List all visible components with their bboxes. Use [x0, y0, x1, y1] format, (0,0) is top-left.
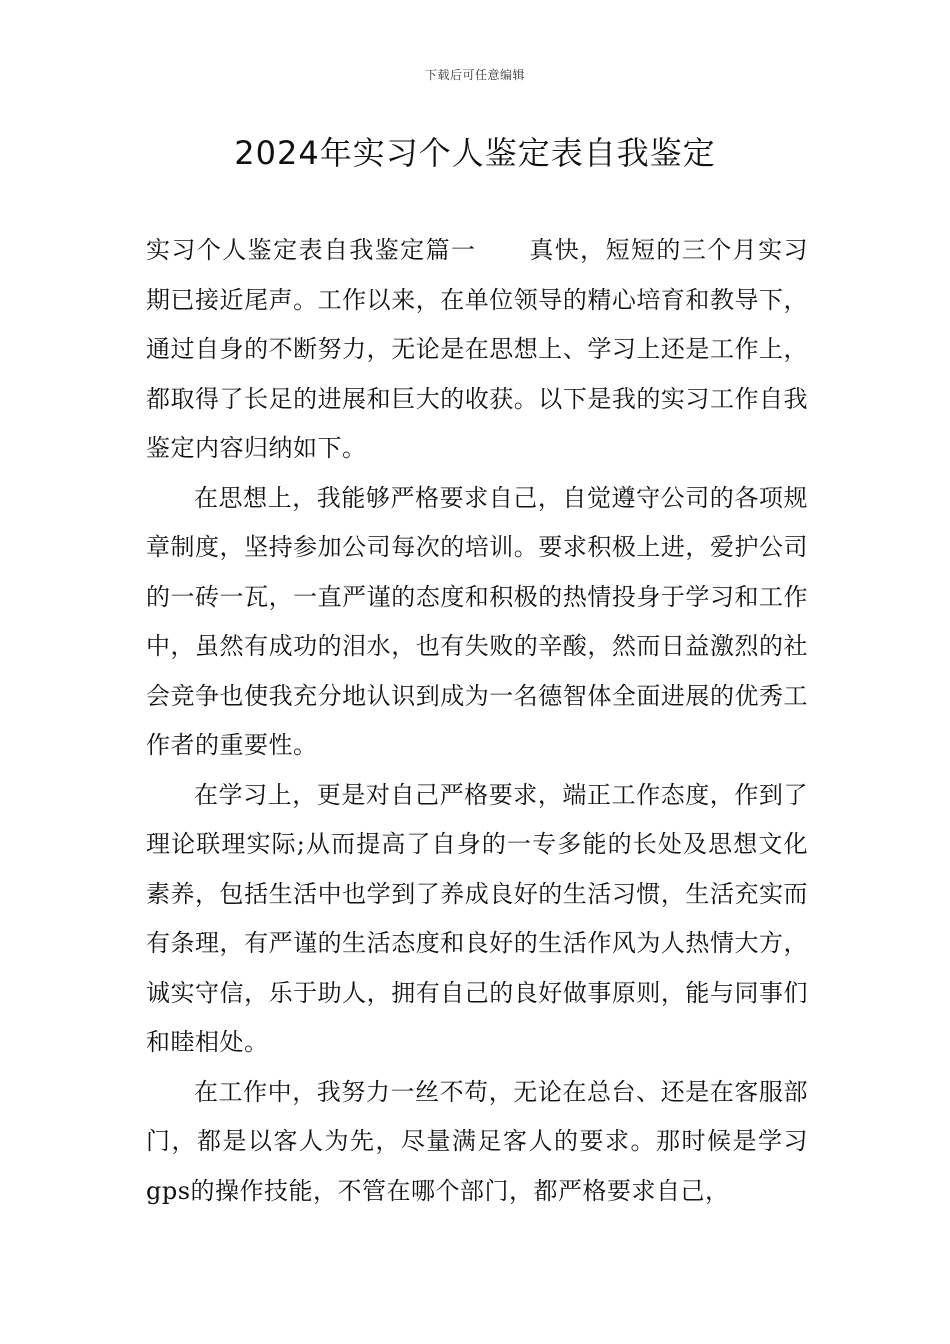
- paragraph-1: [146, 226, 808, 474]
- document-body: [146, 226, 808, 1216]
- document-title: 2024年实习个人鉴定表自我鉴定: [234, 134, 716, 172]
- header-note: 下载后可任意编辑: [424, 68, 525, 82]
- paragraph-1-text: 真快，短短的三个月实习期已接近尾声。工作以来，在单位领导的精心培育和教导下，通过自身的不断努力，无论是在思想上、学习上还是工作上，都取得了长足的进展和巨大的收获。以下是我的实习工作自我鉴定内容归纳如下。: [146, 236, 809, 462]
- paragraph-3: 在学习上，更是对自己严格要求，端正工作态度，作到了理论联理实际;从而提高了自身的一专多能的长处及思想文化素养，包括生活中也学到了养成良好的生活习惯，生活充实而有条理，有严谨的生活态度和良好的生活作风为人热情大方，诚实守信，乐于助人，拥有自己的良好做事原则，能与同事们和睦相处。: [146, 780, 808, 1056]
- paragraph-1-lead: 实习个人鉴定表自我鉴定篇一: [146, 236, 477, 264]
- paragraph-4: 在工作中，我努力一丝不苟，无论在总台、还是在客服部门，都是以客人为先，尽量满足客人的要求。那时候是学习gps的操作技能，不管在哪个部门，都严格要求自己，: [146, 1077, 808, 1205]
- paragraph-2: 在思想上，我能够严格要求自己，自觉遵守公司的各项规章制度，坚持参加公司每次的培训。要求积极上进，爱护公司的一砖一瓦，一直严谨的态度和积极的热情投身于学习和工作中，虽然有成功的泪水，也有失败的辛酸，然而日益激烈的社会竞争也使我充分地认识到成为一名德智体全面进展的优秀工作者的重要性。: [146, 483, 808, 759]
